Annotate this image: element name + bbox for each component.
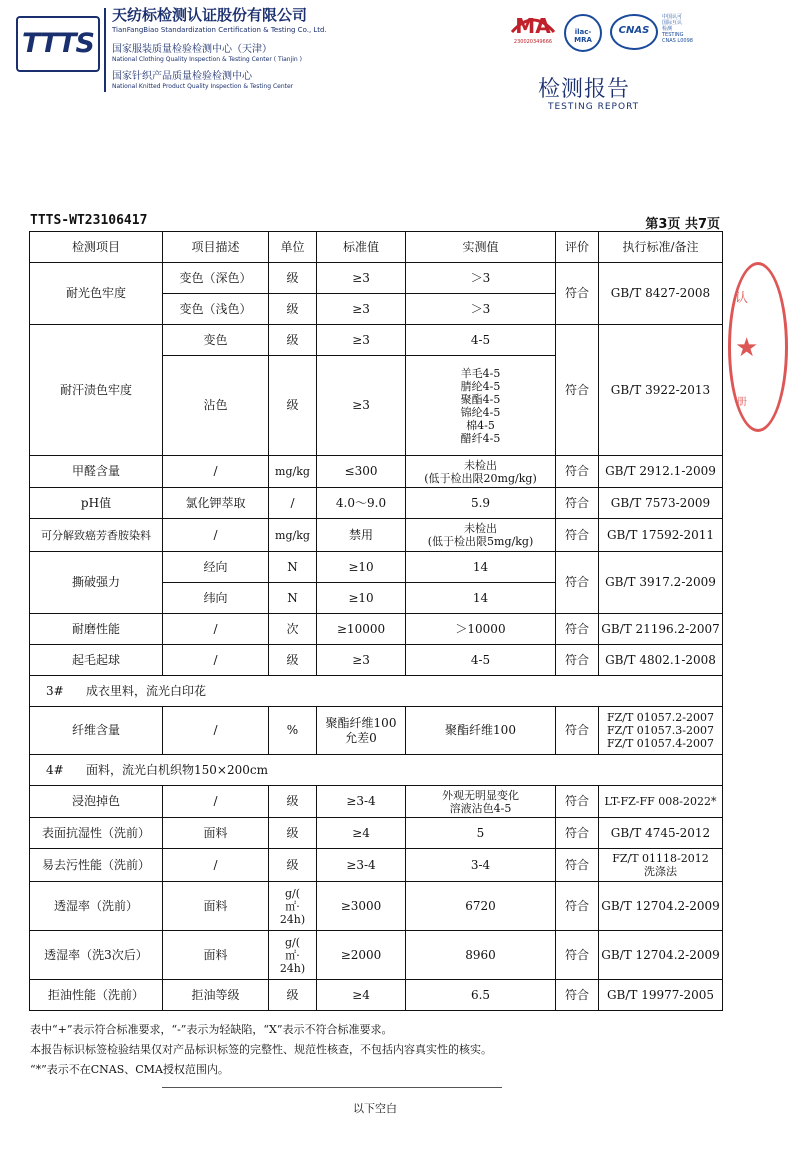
- unit-cell: 级: [269, 849, 317, 882]
- measured-cell: 14: [406, 583, 556, 614]
- unit-cell: mg/kg: [269, 456, 317, 488]
- evaluation-cell: 符合: [556, 818, 599, 849]
- unit-cell: [269, 931, 317, 980]
- desc-cell: /: [163, 456, 269, 488]
- header-cell: 实测值: [406, 232, 556, 263]
- item-cell: 耐磨性能: [30, 614, 163, 645]
- standard-cell: ≥10: [317, 583, 406, 614]
- item-cell: 耐汗渍色牢度: [30, 325, 163, 456]
- unit-cell: %: [269, 707, 317, 755]
- footnote: 表中“+”表示符合标准要求，“-”表示为轻缺陷，“X”表示不符合标准要求。: [30, 1023, 393, 1036]
- center1-name-en: National Clothing Quality Inspection & Testing Center ( Tianjin ): [112, 56, 302, 63]
- report-subtitle: TESTING REPORT: [548, 102, 640, 112]
- item-cell: 起毛起球: [30, 645, 163, 676]
- center2-name-cn: 国家针织产品质量检验检测中心: [112, 71, 252, 82]
- measured-cell: ＞3: [406, 294, 556, 325]
- report-title: 检测报告: [538, 77, 631, 102]
- logo-text: TTTS: [22, 28, 94, 59]
- evaluation-cell: 符合: [556, 519, 599, 552]
- evaluation-cell: 符合: [556, 707, 599, 755]
- method-cell: GB/T 19977-2005: [599, 980, 723, 1011]
- unit-line: ㎡·: [285, 899, 300, 913]
- measured-line: 未检出: [464, 458, 497, 472]
- method-cell: GB/T 12704.2-2009: [599, 882, 723, 931]
- cnas-mark-text: CNAS: [618, 25, 650, 36]
- item-cell: 纤维含量: [30, 707, 163, 755]
- evaluation-cell: 符合: [556, 931, 599, 980]
- standard-cell: ≥3: [317, 325, 406, 356]
- standard-cell: 禁用: [317, 519, 406, 552]
- unit-cell: mg/kg: [269, 519, 317, 552]
- stamp-star-icon: ★: [735, 333, 759, 363]
- unit-line: g/(: [284, 935, 301, 949]
- measured-cell: [406, 786, 556, 818]
- method-cell: GB/T 4802.1-2008: [599, 645, 723, 676]
- table-row: [30, 707, 723, 755]
- table-row: [30, 849, 723, 882]
- item-cell: 可分解致癌芳香胺染料: [30, 519, 163, 552]
- method-cell: GB/T 2912.1-2009: [599, 456, 723, 488]
- desc-cell: /: [163, 849, 269, 882]
- unit-line: ㎡·: [285, 948, 300, 962]
- standard-cell: ≥3-4: [317, 849, 406, 882]
- method-cell: GB/T 3917.2-2009: [599, 552, 723, 614]
- header-cell: 项目描述: [163, 232, 269, 263]
- test-results-table: [29, 231, 723, 1011]
- table-row: [30, 519, 723, 552]
- standard-line: 聚酯纤维100: [325, 715, 397, 730]
- standard-cell: ≥3-4: [317, 786, 406, 818]
- standard-cell: ≥10000: [317, 614, 406, 645]
- unit-cell: 级: [269, 645, 317, 676]
- desc-cell: 拒油等级: [163, 980, 269, 1011]
- desc-cell: 面料: [163, 931, 269, 980]
- table-row: [30, 456, 723, 488]
- table-header-row: [30, 232, 723, 263]
- standard-cell: ≥4: [317, 818, 406, 849]
- evaluation-cell: 符合: [556, 456, 599, 488]
- stamp-text-bottom: 册: [737, 397, 747, 408]
- table-row: [30, 818, 723, 849]
- center1-name-cn: 国家服装质量检验检测中心（天津）: [112, 44, 272, 55]
- measured-cell: 8960: [406, 931, 556, 980]
- method-cell: GB/T 17592-2011: [599, 519, 723, 552]
- standard-cell: ≥2000: [317, 931, 406, 980]
- unit-cell: 级: [269, 356, 317, 456]
- table-row: [30, 786, 723, 818]
- item-cell: 拒油性能（洗前）: [30, 980, 163, 1011]
- header-cell: 执行标准/备注: [599, 232, 723, 263]
- header-cell: 评价: [556, 232, 599, 263]
- cma-mark: [508, 12, 558, 52]
- cma-number: 230020349666: [513, 39, 553, 45]
- unit-cell: 级: [269, 263, 317, 294]
- section-title: 成衣里料，流光白印花: [86, 683, 207, 698]
- center2-name-en: National Knitted Product Quality Inspection & Testing Center: [112, 83, 294, 90]
- footnotes: [30, 1020, 492, 1080]
- measured-line: (低于检出限5mg/kg): [427, 535, 534, 548]
- desc-cell: /: [163, 645, 269, 676]
- table-row: [30, 614, 723, 645]
- method-line: FZ/T 01057.3-2007: [606, 724, 714, 737]
- evaluation-cell: 符合: [556, 786, 599, 818]
- desc-cell: 变色: [163, 325, 269, 356]
- unit-cell: 次: [269, 614, 317, 645]
- measured-cell: 4-5: [406, 325, 556, 356]
- unit-cell: /: [269, 488, 317, 519]
- company-name-en: TianFangBiao Standardization Certification & Testing Co., Ltd.: [112, 26, 327, 34]
- unit-cell: 级: [269, 786, 317, 818]
- measured-cell: 3-4: [406, 849, 556, 882]
- desc-cell: 沾色: [163, 356, 269, 456]
- header-divider: [104, 8, 106, 92]
- page-indicator: 第3页 共7页: [645, 217, 720, 232]
- measured-cell: ＞3: [406, 263, 556, 294]
- unit-line: g/(: [284, 886, 301, 900]
- section-row: [30, 755, 723, 786]
- staining-result: 腈纶4-5: [460, 379, 501, 393]
- evaluation-cell: 符合: [556, 488, 599, 519]
- section-row: [30, 676, 723, 707]
- stamp-text-top: 认: [735, 291, 749, 306]
- staining-result: 聚酯4-5: [460, 392, 501, 406]
- desc-cell: 面料: [163, 882, 269, 931]
- desc-cell: /: [163, 786, 269, 818]
- section-cell: [30, 755, 723, 786]
- desc-cell: /: [163, 614, 269, 645]
- item-cell: 甲醛含量: [30, 456, 163, 488]
- section-number: 4#: [46, 762, 64, 777]
- method-line: FZ/T 01057.2-2007: [606, 711, 714, 724]
- cma-mark-text: MA: [515, 14, 551, 38]
- measured-cell: 6.5: [406, 980, 556, 1011]
- desc-cell: 氯化钾萃取: [163, 488, 269, 519]
- measured-cell: [406, 356, 556, 456]
- table-row: [30, 552, 723, 583]
- standard-cell: ≥3: [317, 263, 406, 294]
- standard-cell: ≤300: [317, 456, 406, 488]
- method-line: 洗涤法: [644, 865, 677, 878]
- standard-cell: ≥10: [317, 552, 406, 583]
- header-cell: 标准值: [317, 232, 406, 263]
- item-cell: 耐光色牢度: [30, 263, 163, 325]
- method-line: FZ/T 01057.4-2007: [606, 737, 714, 750]
- ilac-mark-text: ilac-MRA: [574, 28, 592, 44]
- section-title: 面料，流光白机织物150×200cm: [86, 762, 268, 777]
- standard-cell: [317, 707, 406, 755]
- table-row: [30, 263, 723, 294]
- desc-cell: /: [163, 707, 269, 755]
- table-row: [30, 882, 723, 931]
- cnas-side-text: 中国认可 国际互认 检测 TESTING CNAS L0098: [662, 14, 693, 44]
- company-info: [112, 4, 327, 90]
- standard-line: 允差0: [345, 730, 377, 745]
- measured-line: 溶液沾色4-5: [449, 801, 512, 815]
- section-cell: [30, 676, 723, 707]
- table-row: [30, 488, 723, 519]
- staining-result: 锦纶4-5: [460, 405, 501, 419]
- unit-cell: 级: [269, 980, 317, 1011]
- evaluation-cell: 符合: [556, 325, 599, 456]
- evaluation-cell: 符合: [556, 552, 599, 614]
- evaluation-cell: 符合: [556, 849, 599, 882]
- measured-cell: ＞10000: [406, 614, 556, 645]
- measured-cell: 4-5: [406, 645, 556, 676]
- item-cell: 透湿率（洗3次后）: [30, 931, 163, 980]
- measured-cell: 14: [406, 552, 556, 583]
- standard-cell: ≥3000: [317, 882, 406, 931]
- method-cell: GB/T 21196.2-2007: [599, 614, 723, 645]
- measured-cell: [406, 456, 556, 488]
- method-cell: GB/T 12704.2-2009: [599, 931, 723, 980]
- evaluation-cell: 符合: [556, 882, 599, 931]
- standard-cell: ≥3: [317, 356, 406, 456]
- staining-result: 醋纤4-5: [460, 431, 501, 445]
- unit-line: 24h): [279, 912, 306, 926]
- item-cell: 撕破强力: [30, 552, 163, 614]
- desc-cell: 经向: [163, 552, 269, 583]
- evaluation-cell: 符合: [556, 614, 599, 645]
- item-cell: 透湿率（洗前）: [30, 882, 163, 931]
- measured-line: 外观无明显变化: [442, 788, 519, 802]
- unit-cell: [269, 882, 317, 931]
- footnote: 本报告标识标签检验结果仅对产品标识标签的完整性、规范性核查，不包括内容真实性的核实。: [30, 1043, 492, 1056]
- desc-cell: 变色（深色）: [163, 263, 269, 294]
- method-cell: GB/T 4745-2012: [599, 818, 723, 849]
- ilac-mra-mark: [564, 14, 602, 52]
- header-cell: 单位: [269, 232, 317, 263]
- end-of-report-text: 以下空白: [353, 1102, 397, 1115]
- item-cell: 表面抗湿性（洗前）: [30, 818, 163, 849]
- desc-cell: 变色（浅色）: [163, 294, 269, 325]
- accreditation-marks: [508, 12, 738, 52]
- method-cell: GB/T 3922-2013: [599, 325, 723, 456]
- measured-line: 未检出: [464, 522, 497, 535]
- unit-cell: 级: [269, 294, 317, 325]
- item-cell: 易去污性能（洗前）: [30, 849, 163, 882]
- method-cell: [599, 849, 723, 882]
- desc-cell: 纬向: [163, 583, 269, 614]
- table-row: [30, 325, 723, 356]
- report-number: TTTS-WT23106417: [30, 213, 148, 228]
- red-seal-stamp: [728, 262, 788, 432]
- end-divider: [162, 1087, 502, 1088]
- section-number: 3#: [46, 683, 64, 698]
- staining-result: 棉4-5: [466, 418, 495, 432]
- measured-cell: 5.9: [406, 488, 556, 519]
- desc-cell: /: [163, 519, 269, 552]
- company-logo: [16, 16, 100, 72]
- evaluation-cell: 符合: [556, 645, 599, 676]
- unit-cell: 级: [269, 325, 317, 356]
- unit-cell: N: [269, 552, 317, 583]
- standard-cell: 4.0～9.0: [317, 488, 406, 519]
- measured-cell: 5: [406, 818, 556, 849]
- cnas-mark: [610, 14, 658, 50]
- standard-cell: ≥3: [317, 294, 406, 325]
- measured-cell: 6720: [406, 882, 556, 931]
- item-cell: 浸泡掉色: [30, 786, 163, 818]
- method-line: FZ/T 01118-2012: [612, 852, 709, 865]
- method-cell: LT-FZ-FF 008-2022*: [599, 786, 723, 818]
- measured-cell: [406, 519, 556, 552]
- evaluation-cell: 符合: [556, 263, 599, 325]
- header-cell: 检测项目: [30, 232, 163, 263]
- company-name-cn: 天纺标检测认证股份有限公司: [112, 6, 308, 24]
- desc-cell: 面料: [163, 818, 269, 849]
- measured-cell: 聚酯纤维100: [406, 707, 556, 755]
- evaluation-cell: 符合: [556, 980, 599, 1011]
- unit-cell: 级: [269, 818, 317, 849]
- footnote: “*”表示不在CNAS、CMA授权范围内。: [30, 1063, 229, 1076]
- table-row: [30, 980, 723, 1011]
- standard-cell: ≥4: [317, 980, 406, 1011]
- method-cell: GB/T 7573-2009: [599, 488, 723, 519]
- measured-line: (低于检出限20mg/kg): [424, 471, 537, 485]
- unit-line: 24h): [279, 961, 306, 975]
- standard-cell: ≥3: [317, 645, 406, 676]
- item-cell: pH值: [30, 488, 163, 519]
- table-row: [30, 645, 723, 676]
- unit-cell: N: [269, 583, 317, 614]
- staining-result: 羊毛4-5: [460, 366, 501, 380]
- method-cell: GB/T 8427-2008: [599, 263, 723, 325]
- table-row: [30, 931, 723, 980]
- method-cell: [599, 707, 723, 755]
